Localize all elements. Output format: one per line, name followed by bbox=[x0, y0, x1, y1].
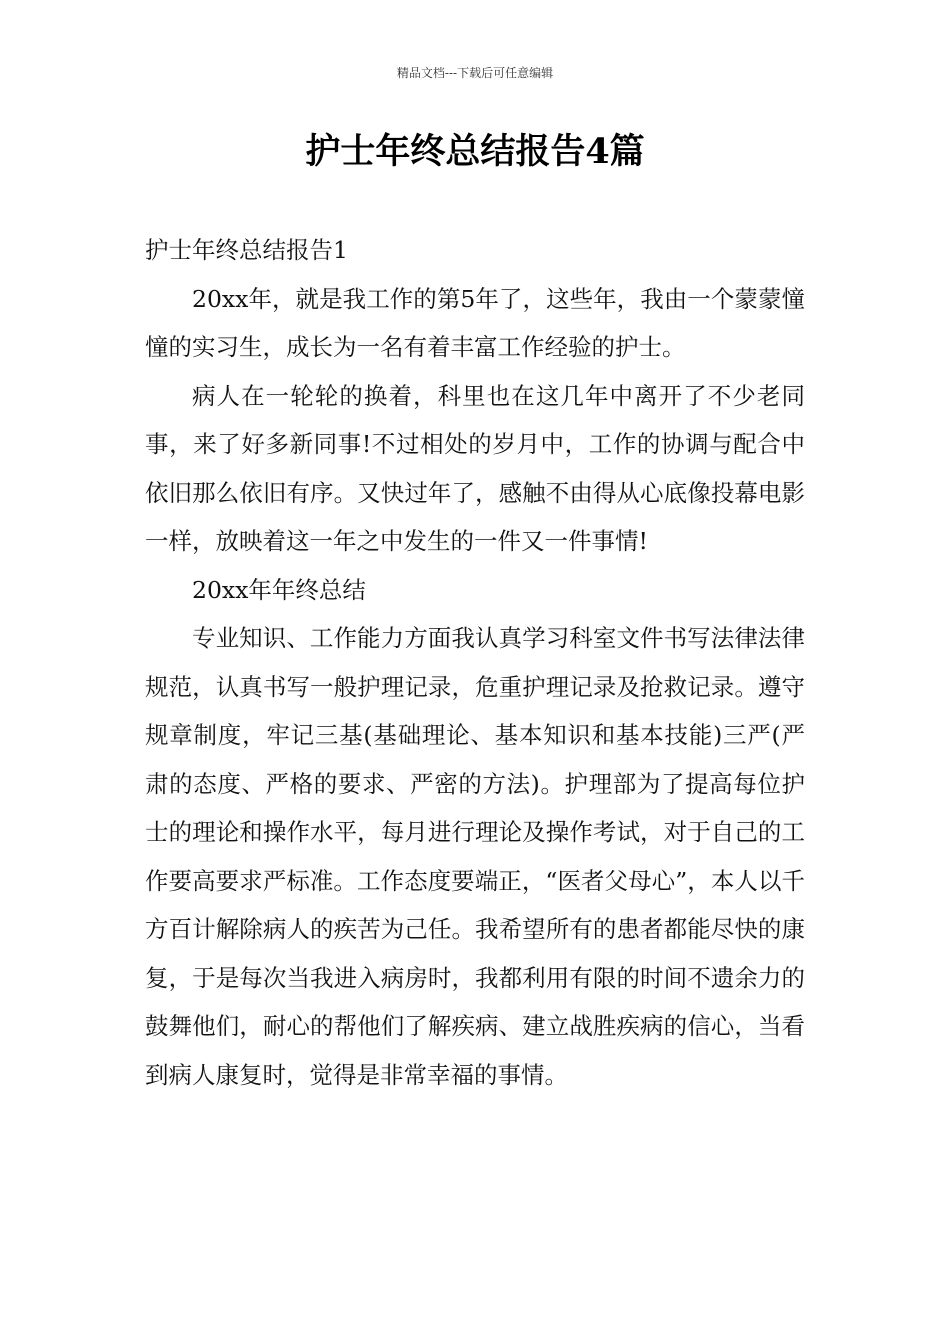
subheading-annual-summary: 20xx年年终总结 bbox=[192, 575, 366, 604]
section-heading: 护士年终总结报告1 bbox=[145, 236, 348, 264]
paragraph-intro: 20xx年，就是我工作的第5年了，这些年，我由一个蒙蒙憧憧的实习生，成长为一名有着丰富工作经验的护士。 bbox=[145, 284, 805, 361]
paragraph-colleagues: 病人在一轮轮的换着，科里也在这几年中离开了不少老同事，来了好多新同事!不过相处的岁月中，工作的协调与配合中依旧那么依旧有序。又快过年了，感触不由得从心底像投幕电影一样，放映着这一年之中发生的一件又一件事情! bbox=[145, 381, 805, 555]
paragraph-professional-knowledge: 专业知识、工作能力方面我认真学习科室文件书写法律法律规范，认真书写一般护理记录，危重护理记录及抢救记录。遵守规章制度，牢记三基(基础理论、基本知识和基本技能)三严(严肃的态度、严格的要求、严密的方法)。护理部为了提高每位护士的理论和操作水平，每月进行理论及操作考试，对于自己的工作要高要求严标准。工作态度要端正，“医者父母心”，本人以千方百计解除病人的疾苦为己任。我希望所有的患者都能尽快的康复，于是每次当我进入病房时，我都利用有限的时间不遗余力的鼓舞他们，耐心的帮他们了解疾病、建立战胜疾病的信心，当看到病人康复时，觉得是非常幸福的事情。 bbox=[145, 624, 805, 1089]
header-note: 精品文档---下载后可任意编辑 bbox=[396, 66, 554, 80]
document-body bbox=[145, 226, 805, 1099]
document-title: 护士年终总结报告4篇 bbox=[305, 131, 645, 172]
